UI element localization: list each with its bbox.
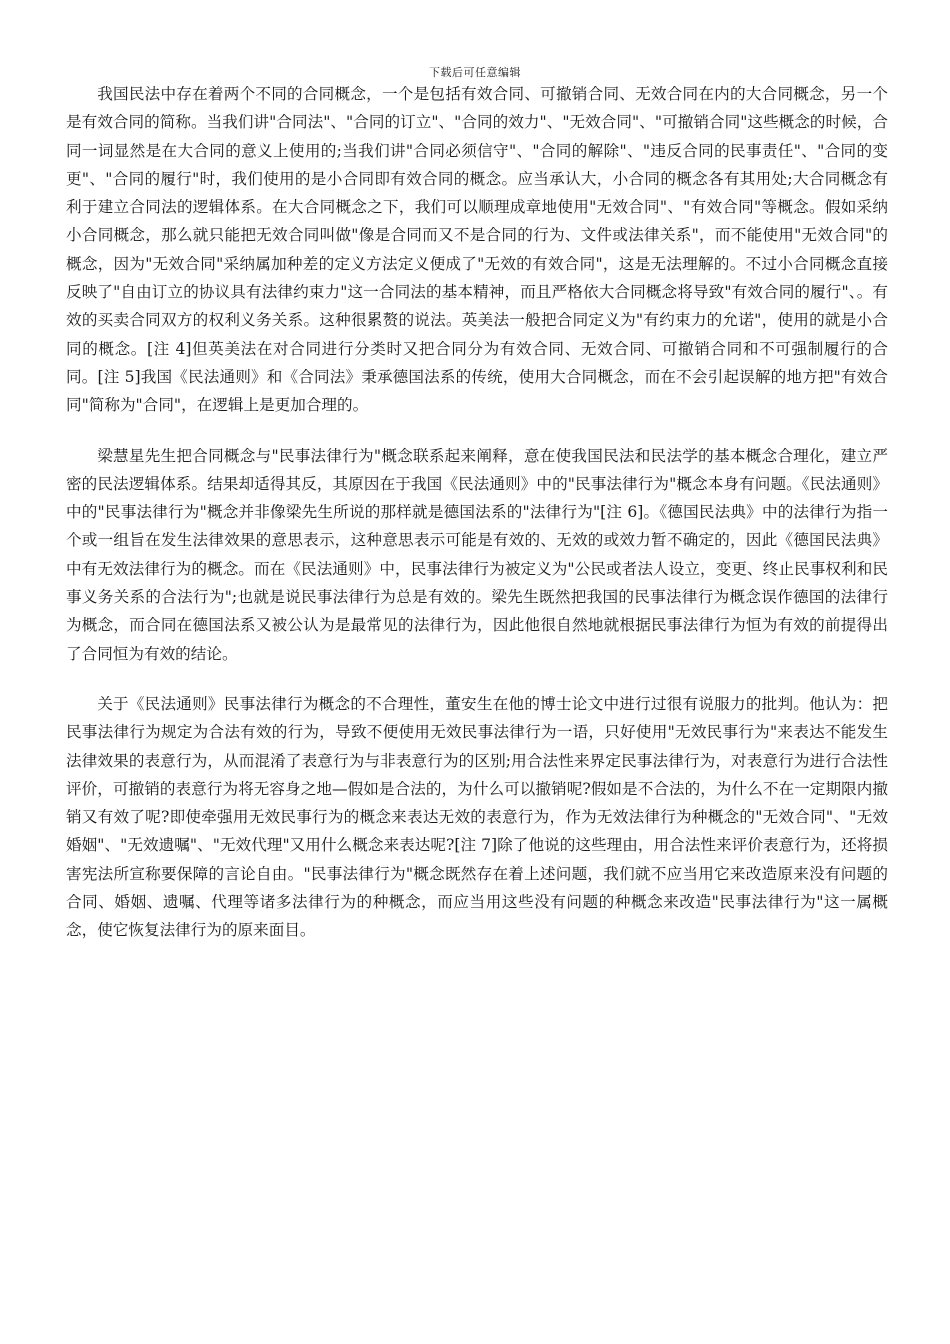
document-body: [66, 80, 888, 967]
paragraph-1: 我国民法中存在着两个不同的合同概念，一个是包括有效合同、可撤销合同、无效合同在内的大合同概念，另一个是有效合同的简称。当我们讲"合同法"、"合同的订立"、"合同的效力"、"无效合同"、"可撤销合同"这些概念的时候，合同一词显然是在大合同的意义上使用的;当我们讲"合同必须信守"、"合同的解除"、"违反合同的民事责任"、"合同的变更"、"合同的履行"时，我们使用的是小合同即有效合同的概念。应当承认大，小合同的概念各有其用处;大合同概念有利于建立合同法的逻辑体系。在大合同概念之下，我们可以顺理成章地使用"无效合同"、"有效合同"等概念。假如采纳小合同概念，那么就只能把无效合同叫做"像是合同而又不是合同的行为、文件或法律关系"，而不能使用"无效合同"的概念，因为"无效合同"采纳属加种差的定义方法定义便成了"无效的有效合同"，这是无法理解的。不过小合同概念直接反映了"自由订立的协议具有法律约束力"这一合同法的基本精神，而且严格依大合同概念将导致"有效合同的履行"、。有效的买卖合同双方的权利义务关系。这种很累赘的说法。英美法一般把合同定义为"有约束力的允诺"，使用的就是小合同的概念。[注 4]但英美法在对合同进行分类时又把合同分为有效合同、无效合同、可撤销合同和不可强制履行的合同。[注 5]我国《民法通则》和《合同法》秉承德国法系的传统，使用大合同概念，而在不会引起误解的地方把"有效合同"简称为"合同"，在逻辑上是更加合理的。: [66, 85, 888, 415]
paragraph-2: 梁慧星先生把合同概念与"民事法律行为"概念联系起来阐释，意在使我国民法和民法学的基本概念合理化，建立严密的民法逻辑体系。结果却适得其反，其原因在于我国《民法通则》中的"民事法律行为"概念本身有问题。《民法通则》中的"民事法律行为"概念并非像梁先生所说的那样就是德国法系的"法律行为"[注 6]。《德国民法典》中的法律行为指一个或一组旨在发生法律效果的意思表示，这种意思表示可能是有效的、无效的或效力暂不确定的，因此《德国民法典》中有无效法律行为的概念。而在《民法通则》中，民事法律行为被定义为"公民或者法人设立，变更、终止民事权利和民事义务关系的合法行为";也就是说民事法律行为总是有效的。梁先生既然把我国的民事法律行为概念误作德国的法律行为概念，而合同在德国法系又被公认为是最常见的法律行为，因此他很自然地就根据民事法律行为恒为有效的前提得出了合同恒为有效的结论。: [66, 446, 888, 663]
page-header: 下载后可任意编辑: [429, 66, 521, 79]
paragraph-3: 关于《民法通则》民事法律行为概念的不合理性，董安生在他的博士论文中进行过很有说服力的批判。他认为：把民事法律行为规定为合法有效的行为，导致不便使用无效民事法律行为一语，只好使用"无效民事行为"来表达不能发生法律效果的表意行为，从而混淆了表意行为与非表意行为的区别;用合法性来界定民事法律行为，对表意行为进行合法性评价，可撤销的表意行为将无容身之地—假如是合法的，为什么可以撤销呢?假如是不合法的，为什么不在一定期限内撤销又有效了呢?即使牵强用无效民事行为的概念来表达无效的表意行为，作为无效法律行为种概念的"无效合同"、"无效婚姻"、"无效遗嘱"、"无效代理"又用什么概念来表达呢?[注 7]除了他说的这些理由，用合法性来评价表意行为，还将损害宪法所宣称要保障的言论自由。"民事法律行为"概念既然存在着上述问题，我们就不应当用它来改造原来没有问题的合同、婚姻、遗嘱、代理等诸多法律行为的种概念，而应当用这些没有问题的种概念来改造"民事法律行为"这一属概念，使它恢复法律行为的原来面目。: [66, 694, 888, 940]
